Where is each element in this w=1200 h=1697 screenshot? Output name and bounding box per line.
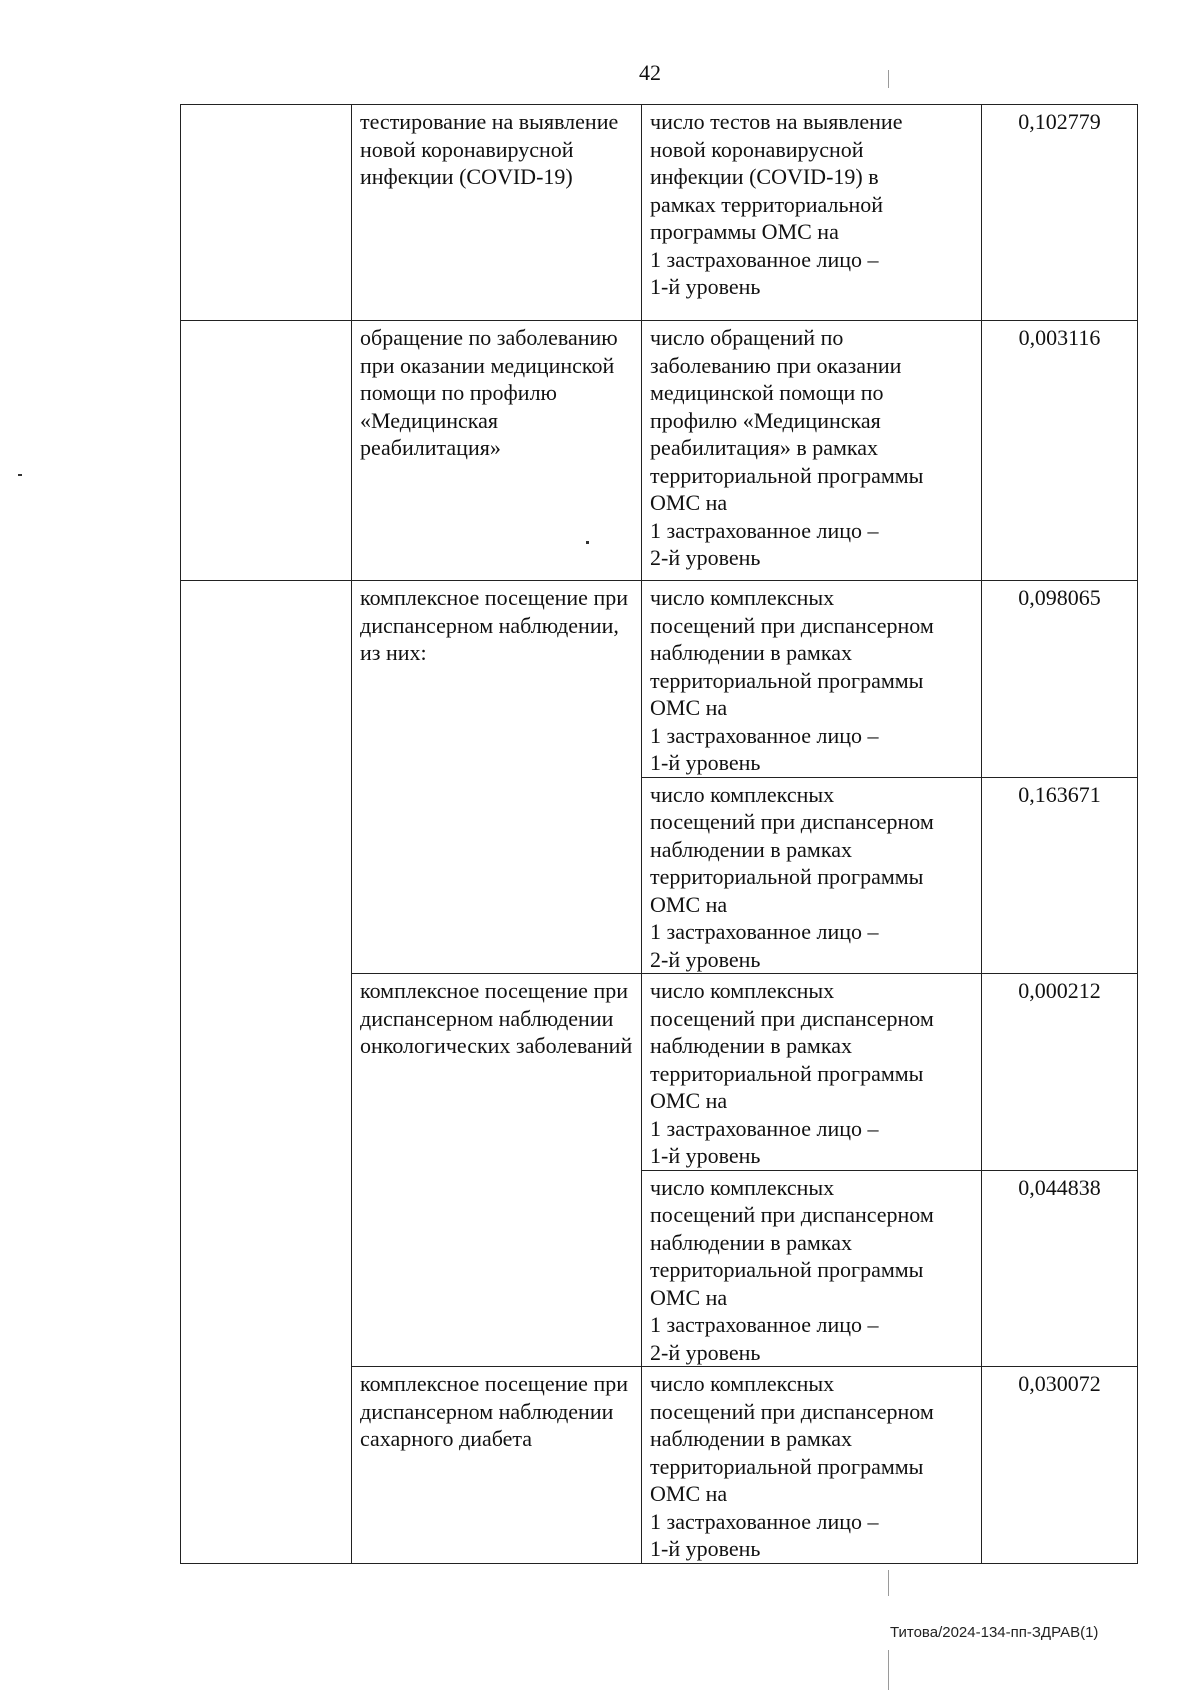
indicator-name: комплексное посещение при диспансерном наблюдении онкологических заболеваний xyxy=(352,974,642,1367)
indicator-description: число комплексных посещений при диспансерном наблюдении в рамках территориальной программы ОМС на 1 застрахованное лицо – 2-й уровень xyxy=(642,777,982,974)
indicators-table xyxy=(180,104,1138,1564)
indicator-name: тестирование на выявление новой коронавирусной инфекции (COVID-19) xyxy=(352,105,642,321)
indicator-description: число тестов на выявление новой коронавирусной инфекции (COVID-19) в рамках территориальной программы ОМС на 1 застрахованное лицо – 1-й уровень xyxy=(642,105,982,321)
page-number: 42 xyxy=(639,60,661,85)
scan-artifact-line xyxy=(888,1570,889,1596)
indicator-value: 0,044838 xyxy=(982,1170,1138,1367)
empty-cell xyxy=(181,105,352,321)
indicator-description: число комплексных посещений при диспансерном наблюдении в рамках территориальной программы ОМС на 1 застрахованное лицо – 2-й уровень xyxy=(642,1170,982,1367)
document-reference: Титова/2024-134-пп-ЗДРАВ(1) xyxy=(890,1624,1099,1641)
table-row xyxy=(181,105,1138,321)
indicator-name: комплексное посещение при диспансерном наблюдении, из них: xyxy=(352,581,642,974)
indicator-value: 0,102779 xyxy=(982,105,1138,321)
indicator-value: 0,000212 xyxy=(982,974,1138,1171)
scan-artifact-line xyxy=(888,70,889,88)
indicator-name: комплексное посещение при диспансерном наблюдении сахарного диабета xyxy=(352,1367,642,1564)
empty-cell xyxy=(181,581,352,1564)
table-row xyxy=(181,321,1138,581)
indicator-value: 0,003116 xyxy=(982,321,1138,581)
empty-cell xyxy=(181,321,352,581)
indicator-value: 0,163671 xyxy=(982,777,1138,974)
indicator-value: 0,098065 xyxy=(982,581,1138,778)
scan-artifact-dot xyxy=(18,474,22,476)
scan-artifact-line xyxy=(888,1650,889,1690)
scan-artifact-dot xyxy=(586,541,589,544)
indicator-description: число обращений по заболеванию при оказании медицинской помощи по профилю «Медицинская реабилитация» в рамках территориальной программы ОМС на 1 застрахованное лицо – 2-й уровень xyxy=(642,321,982,581)
indicator-description: число комплексных посещений при диспансерном наблюдении в рамках территориальной программы ОМС на 1 застрахованное лицо – 1-й уровень xyxy=(642,581,982,778)
indicator-description: число комплексных посещений при диспансерном наблюдении в рамках территориальной программы ОМС на 1 застрахованное лицо – 1-й уровень xyxy=(642,974,982,1171)
indicator-value: 0,030072 xyxy=(982,1367,1138,1564)
indicator-description: число комплексных посещений при диспансерном наблюдении в рамках территориальной программы ОМС на 1 застрахованное лицо – 1-й уровень xyxy=(642,1367,982,1564)
table-row xyxy=(181,581,1138,778)
indicator-name: обращение по заболеванию при оказании медицинской помощи по профилю «Медицинская реабилитация» xyxy=(352,321,642,581)
